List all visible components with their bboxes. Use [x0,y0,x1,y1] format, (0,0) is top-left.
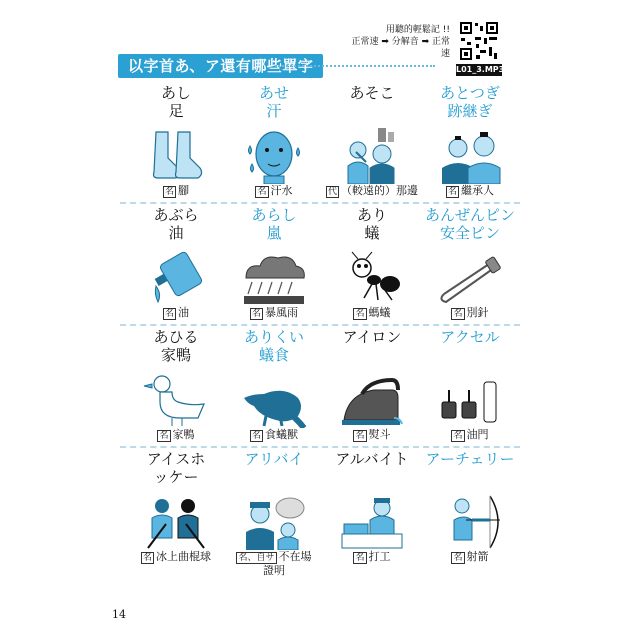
pedals-illustration [436,372,504,428]
anteater-illustration [240,372,308,428]
vocab-meaning [422,306,518,320]
vocab-meaning [422,428,518,442]
meaning-text: 螞蟻 [368,306,391,319]
pos-tag: 名 [355,309,365,319]
section-title: 以字首あ、ア還有哪些單字 [118,54,323,78]
storm-cloud-illustration [240,250,308,306]
vocab-card [128,328,224,441]
audio-line-1: 用聽的輕鬆記 !! [385,25,450,35]
meaning-text: 不在場 [278,550,312,563]
vocab-meaning [422,184,518,198]
meaning-text: 油門 [466,428,489,441]
vocab-meaning [226,428,322,442]
meaning-text: 冰上曲棍球 [156,550,211,563]
title-dotted-rule [275,65,435,67]
vocab-kana: あぶら [153,206,199,224]
pos-tag: 名 [355,553,365,563]
vocab-card [422,84,518,197]
vocab-card [422,328,518,441]
meaning-text: 家鴨 [172,428,195,441]
vocab-kana: あせ [258,84,289,102]
vocab-kana: あり [356,206,387,224]
pos-tag: 名 [257,187,267,197]
meaning-text: （較遠的）那邊 [341,184,418,197]
meaning-text: 油 [178,306,189,319]
vocab-kanji: 嵐 [266,224,282,242]
pos-tag: 名 [453,309,463,319]
vocab-meaning [226,306,322,320]
vocab-kana: あんぜんピン [424,206,515,224]
people-pointing-illustration [338,128,406,184]
pos-tag: 名 [355,431,365,441]
vocab-card [226,450,322,577]
vocab-kana: アクセル [440,328,500,346]
vocab-row [128,84,518,206]
meaning-text: 食蟻獸 [265,428,298,441]
vocab-kana: アリバイ [244,450,304,468]
vocab-card [226,206,322,319]
vocab-card [128,206,224,319]
meaning-text: 打工 [368,550,391,563]
vocab-meaning [324,428,420,442]
pos-tag: 名 [159,431,169,441]
vocab-kana: あらし [251,206,297,224]
vocab-kana: アイロン [342,328,402,346]
vocab-meaning [128,306,224,320]
vocab-meaning [324,306,420,320]
track-label: L01_3.MP3 [456,65,505,74]
vocab-kana: アーチェリー [425,450,515,468]
vocab-kanji: ッケー [153,468,199,486]
pos-tag: 名 [251,431,261,441]
oil-can-illustration [142,250,210,306]
meaning-text: 暴風雨 [265,306,298,319]
audio-instructions [350,24,450,60]
pos-tag: 名 [142,553,152,563]
vocab-card [128,84,224,197]
pos-tag: 名 [251,309,261,319]
vocab-meaning [128,184,224,198]
pos-tag: 名 [453,431,463,441]
vocab-row [128,450,518,577]
qr-code-icon[interactable] [458,20,500,62]
vocab-card [324,84,420,197]
vocab-meaning [324,184,420,198]
vocab-kanji: 蟻食 [258,346,289,364]
pos-tag: 名 [453,553,463,563]
vocab-meaning [324,550,420,564]
safety-pin-illustration [436,250,504,306]
vocab-kana: あひる [153,328,199,346]
page-number: 14 [112,608,126,621]
vocab-card [226,84,322,197]
pos-tag: 名 [447,187,457,197]
ant-illustration [338,250,406,306]
archer-illustration [436,494,504,550]
vocab-meaning [422,550,518,564]
pos-tag: 名 [164,309,174,319]
vocab-kana: あし [160,84,191,102]
vocab-meaning [226,550,322,578]
vocab-card [226,328,322,441]
vocab-card [324,328,420,441]
vocab-meaning [128,550,224,564]
socks-illustration [142,128,210,184]
meaning-text: 汗水 [270,184,293,197]
police-alibi-illustration [240,494,308,550]
duck-illustration [142,372,210,428]
vocab-kanji: 蟻 [364,224,380,242]
vocab-kanji: 汗 [266,102,282,120]
meaning-text: 繼承人 [461,184,494,197]
pos-tag: 名 [164,187,174,197]
vocab-card [128,450,224,563]
vocab-card [324,206,420,319]
vocab-row [128,206,518,328]
meaning-text: 別針 [466,306,489,319]
meaning-text: 腳 [178,184,189,197]
hockey-players-illustration [142,494,210,550]
cashier-illustration [338,494,406,550]
meaning-text: 射箭 [466,550,489,563]
vocab-card [324,450,420,563]
vocab-kana: あとつぎ [440,84,500,102]
audio-line-2: 正常速 ➡ 分解音 ➡ 正常速 [351,37,450,59]
vocab-kanji: 足 [168,102,184,120]
vocab-kana: アルバイト [335,450,409,468]
samurai-heir-illustration [436,128,504,184]
vocab-card [422,450,518,563]
meaning-text-line2: 證明 [263,564,285,577]
vocab-kana: アイスホ [146,450,206,468]
iron-illustration [338,372,406,428]
vocab-kana: ありくい [243,328,304,346]
sweating-face-illustration [240,128,308,184]
vocab-kanji: 家鴨 [160,346,191,364]
pos-tag: 代 [327,187,337,197]
vocab-meaning [226,184,322,198]
vocab-kanji: 跡継ぎ [447,102,493,120]
vocab-meaning [128,428,224,442]
pos-tag: 名、自サ [238,553,275,563]
meaning-text: 熨斗 [368,428,391,441]
vocab-kana: あそこ [349,84,395,102]
vocab-kanji: 油 [168,224,184,242]
vocab-kanji: 安全ピン [439,224,500,242]
vocab-card [422,206,518,319]
vocab-row [128,328,518,450]
